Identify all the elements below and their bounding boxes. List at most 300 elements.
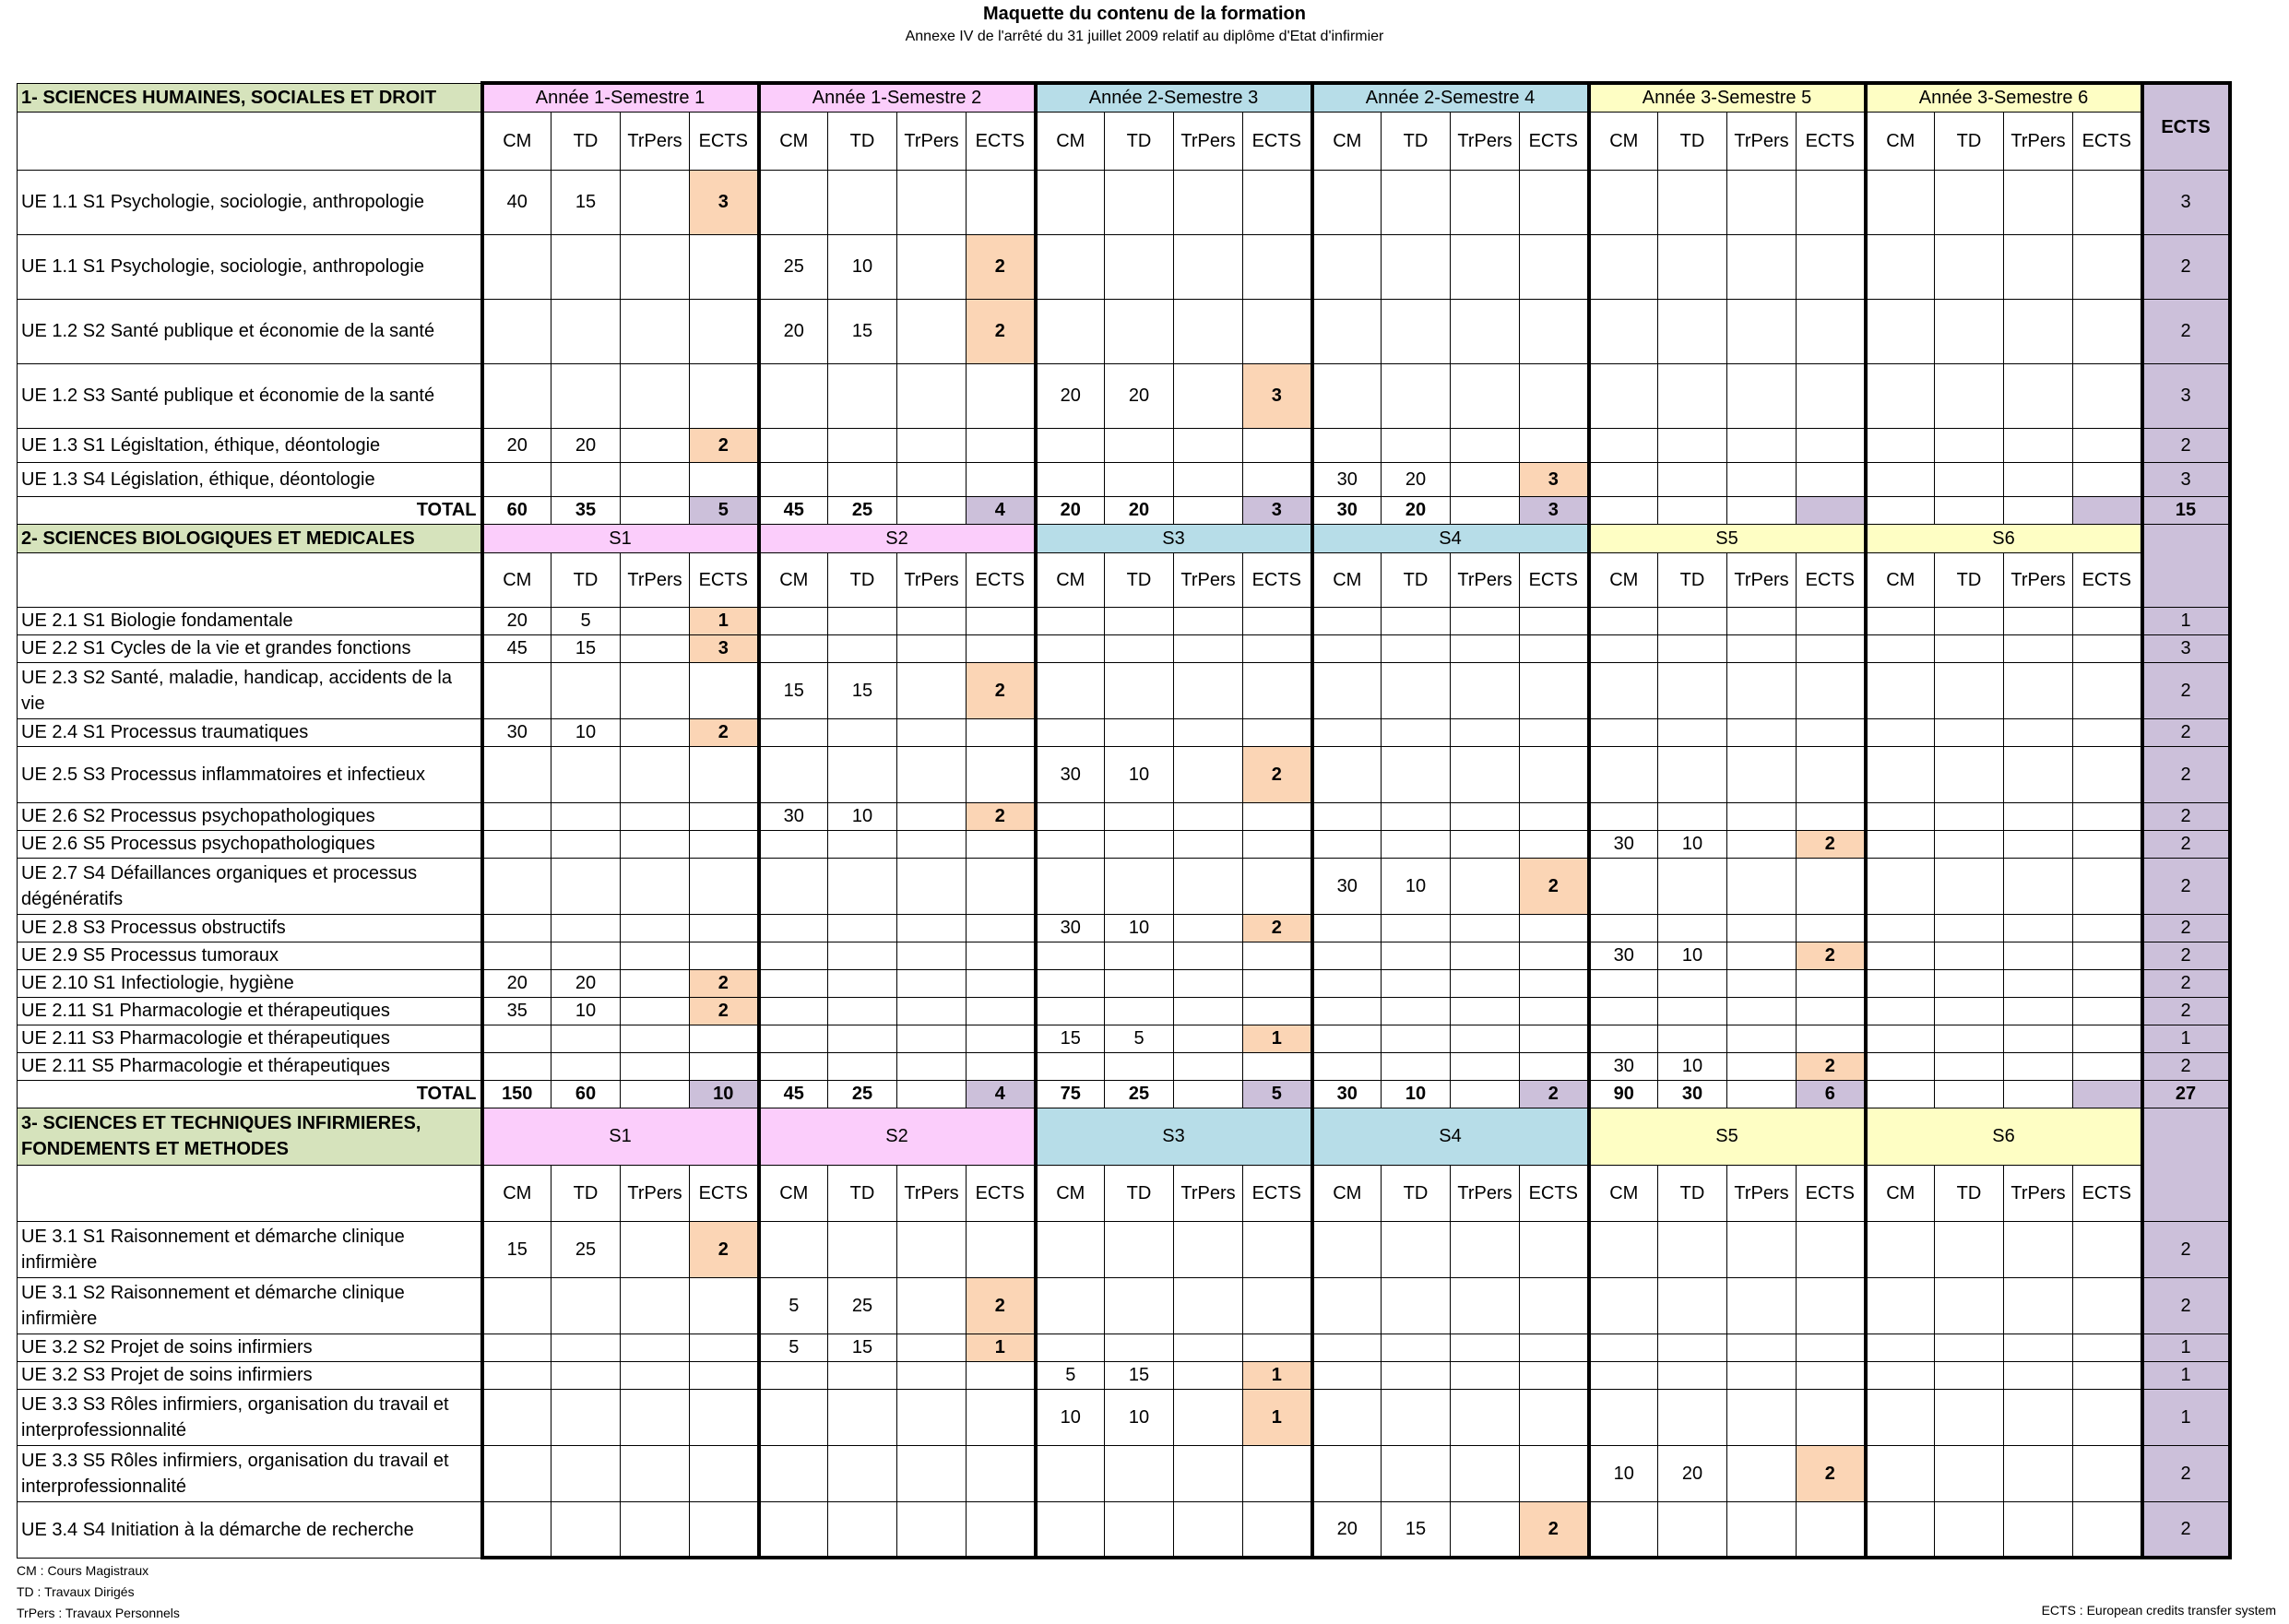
cm-cell: 20: [1312, 1501, 1382, 1558]
ects-total-cell: 3: [2142, 462, 2230, 496]
cm-cell: [1036, 942, 1105, 969]
cm-cell: [1312, 234, 1382, 299]
sub-column-header: TrPers: [1451, 112, 1520, 170]
td-cell: [1935, 1221, 2004, 1277]
cm-cell: [1312, 1025, 1382, 1052]
ects-cell: [2073, 662, 2142, 718]
td-cell: [1935, 1389, 2004, 1445]
cm-cell: [1589, 1277, 1658, 1334]
cm-cell: [1589, 969, 1658, 997]
total-trpers-cell: [621, 1080, 690, 1108]
ects-cell: [2073, 299, 2142, 363]
ects-cell: 2: [1797, 1445, 1866, 1501]
sub-column-header: CM: [482, 552, 551, 607]
total-ects-sum: 27: [2142, 1080, 2230, 1108]
ects-cell: 2: [1520, 858, 1589, 914]
cm-cell: [1866, 746, 1935, 802]
total-ects-sum: 15: [2142, 496, 2230, 524]
trpers-cell: [2004, 299, 2073, 363]
cm-cell: [1866, 802, 1935, 830]
ects-cell: 1: [1243, 1389, 1312, 1445]
cm-cell: [482, 830, 551, 858]
td-cell: 15: [551, 634, 621, 662]
sub-column-header: CM: [759, 552, 828, 607]
cm-cell: 5: [1036, 1361, 1105, 1389]
trpers-cell: [2004, 1277, 2073, 1334]
sub-column-header: CM: [1036, 112, 1105, 170]
sub-column-header: CM: [482, 112, 551, 170]
td-cell: [828, 1025, 897, 1052]
td-cell: [1382, 428, 1451, 462]
ects-cell: [1797, 858, 1866, 914]
td-cell: [551, 1334, 621, 1361]
ects-cell: 1: [1243, 1025, 1312, 1052]
ects-cell: 2: [1797, 830, 1866, 858]
ects-cell: [967, 1052, 1036, 1080]
cm-cell: [1036, 428, 1105, 462]
ects-cell: 2: [967, 299, 1036, 363]
sub-column-header: CM: [482, 1165, 551, 1221]
sub-column-header: TD: [828, 552, 897, 607]
cm-cell: 30: [1312, 858, 1382, 914]
sub-column-header: TrPers: [621, 552, 690, 607]
trpers-cell: [897, 1361, 967, 1389]
ue-label: UE 2.6 S2 Processus psychopathologiques: [18, 802, 482, 830]
ects-cell: [2073, 802, 2142, 830]
sub-column-header: CM: [1589, 552, 1658, 607]
ects-total-cell: 2: [2142, 1221, 2230, 1277]
total-td-cell: 10: [1382, 1080, 1451, 1108]
td-cell: [1382, 662, 1451, 718]
cm-cell: [759, 914, 828, 942]
cm-cell: [1312, 914, 1382, 942]
sub-column-header: ECTS: [967, 1165, 1036, 1221]
semester-header: Année 3-Semestre 5: [1589, 83, 1866, 112]
ects-total-cell: 2: [2142, 830, 2230, 858]
td-cell: [828, 914, 897, 942]
td-cell: [1658, 299, 1727, 363]
ue-label: UE 3.3 S5 Rôles infirmiers, organisation du travail et interprofessionnalité: [18, 1445, 482, 1501]
trpers-cell: [1174, 1389, 1243, 1445]
ects-cell: [690, 299, 759, 363]
total-ects-cell: 3: [1243, 496, 1312, 524]
cm-cell: 30: [1036, 914, 1105, 942]
td-cell: [551, 914, 621, 942]
cm-cell: [1866, 634, 1935, 662]
cm-cell: [759, 170, 828, 234]
table-row: [18, 607, 2230, 634]
total-trpers-cell: [2004, 496, 2073, 524]
sub-column-header: ECTS: [2073, 552, 2142, 607]
cm-cell: [759, 1025, 828, 1052]
page-subtitle: Annexe IV de l'arrêté du 31 juillet 2009 relatif au diplôme d'Etat d'infirmier: [905, 29, 1384, 44]
td-cell: [1658, 363, 1727, 428]
trpers-cell: [897, 1052, 967, 1080]
td-cell: [1105, 1277, 1174, 1334]
table-row: [18, 1501, 2230, 1558]
td-cell: [1105, 1445, 1174, 1501]
cm-cell: [1312, 607, 1382, 634]
cm-cell: [1589, 1389, 1658, 1445]
ects-cell: [1243, 942, 1312, 969]
sub-column-header: CM: [1312, 112, 1382, 170]
ects-cell: [967, 1221, 1036, 1277]
cm-cell: [1866, 1221, 1935, 1277]
ects-cell: [2073, 969, 2142, 997]
td-cell: [828, 1501, 897, 1558]
ects-cell: 1: [967, 1334, 1036, 1361]
td-cell: [828, 718, 897, 746]
trpers-cell: [1451, 1052, 1520, 1080]
td-cell: [1935, 1501, 2004, 1558]
total-cm-cell: [1866, 1080, 1935, 1108]
trpers-cell: [621, 718, 690, 746]
ects-cell: [690, 802, 759, 830]
cm-cell: [1866, 718, 1935, 746]
trpers-cell: [897, 858, 967, 914]
cm-cell: [759, 1052, 828, 1080]
cm-cell: 30: [1589, 830, 1658, 858]
ects-cell: [690, 1501, 759, 1558]
trpers-cell: [897, 1445, 967, 1501]
trpers-cell: [897, 634, 967, 662]
section-header-row: [18, 83, 2230, 112]
total-row: [18, 496, 2230, 524]
trpers-cell: [621, 662, 690, 718]
ects-cell: [1520, 1445, 1589, 1501]
sub-column-header: ECTS: [1520, 552, 1589, 607]
td-cell: [1382, 634, 1451, 662]
total-ects-cell: 6: [1797, 1080, 1866, 1108]
sub-column-header: ECTS: [1520, 112, 1589, 170]
cm-cell: [1589, 299, 1658, 363]
cm-cell: [482, 1501, 551, 1558]
cm-cell: [759, 1221, 828, 1277]
table-row: [18, 1277, 2230, 1334]
footnote-trpers: TrPers : Travaux Personnels: [17, 1606, 180, 1620]
semester-header: Année 2-Semestre 3: [1036, 83, 1312, 112]
ects-cell: [690, 1277, 759, 1334]
cm-cell: [482, 1025, 551, 1052]
cm-cell: [759, 462, 828, 496]
cm-cell: 45: [482, 634, 551, 662]
ects-cell: [1520, 830, 1589, 858]
ects-total-cell: 1: [2142, 607, 2230, 634]
trpers-cell: [1451, 858, 1520, 914]
sub-column-header: CM: [1312, 1165, 1382, 1221]
ects-cell: [1797, 969, 1866, 997]
trpers-cell: [621, 942, 690, 969]
ects-cell: [1243, 607, 1312, 634]
td-cell: [828, 634, 897, 662]
ects-cell: [2073, 170, 2142, 234]
sub-column-header: ECTS: [1797, 1165, 1866, 1221]
td-cell: [1105, 997, 1174, 1025]
total-td-cell: 35: [551, 496, 621, 524]
td-cell: [828, 428, 897, 462]
trpers-cell: [621, 1277, 690, 1334]
cm-cell: [1312, 1334, 1382, 1361]
ue-label: UE 1.1 S1 Psychologie, sociologie, anthropologie: [18, 234, 482, 299]
cm-cell: [1589, 858, 1658, 914]
ects-cell: 3: [690, 170, 759, 234]
total-ects-cell: 4: [967, 496, 1036, 524]
td-cell: [1935, 363, 2004, 428]
ects-cell: 3: [1243, 363, 1312, 428]
trpers-cell: [1727, 662, 1797, 718]
cm-cell: [1866, 1052, 1935, 1080]
cm-cell: [759, 607, 828, 634]
cm-cell: [1312, 1277, 1382, 1334]
table-row: [18, 969, 2230, 997]
trpers-cell: [1451, 662, 1520, 718]
trpers-cell: [2004, 662, 2073, 718]
trpers-cell: [1174, 830, 1243, 858]
cm-cell: 10: [1036, 1389, 1105, 1445]
sub-column-header: TD: [1382, 1165, 1451, 1221]
sub-column-header: ECTS: [690, 552, 759, 607]
cm-cell: [1589, 802, 1658, 830]
trpers-cell: [1174, 1334, 1243, 1361]
sub-column-header: TD: [1105, 552, 1174, 607]
ects-cell: [1797, 1221, 1866, 1277]
td-cell: [1382, 363, 1451, 428]
ects-cell: [1520, 428, 1589, 462]
trpers-cell: [897, 1334, 967, 1361]
ects-total-cell: 2: [2142, 718, 2230, 746]
cm-cell: [1589, 607, 1658, 634]
ects-cell: [1243, 802, 1312, 830]
ue-label: UE 2.10 S1 Infectiologie, hygiène: [18, 969, 482, 997]
ects-cell: [1243, 718, 1312, 746]
total-cm-cell: 45: [759, 1080, 828, 1108]
total-cm-cell: [1866, 496, 1935, 524]
sub-column-header: TD: [1658, 1165, 1727, 1221]
sub-column-header: TrPers: [2004, 552, 2073, 607]
cm-cell: [482, 858, 551, 914]
ue-label: UE 2.8 S3 Processus obstructifs: [18, 914, 482, 942]
cm-cell: [1866, 997, 1935, 1025]
td-cell: [1105, 662, 1174, 718]
ects-cell: [1797, 662, 1866, 718]
total-td-cell: 30: [1658, 1080, 1727, 1108]
ue-label: UE 3.3 S3 Rôles infirmiers, organisation du travail et interprofessionnalité: [18, 1389, 482, 1445]
ects-cell: [1520, 997, 1589, 1025]
td-cell: 20: [1658, 1445, 1727, 1501]
cm-cell: 40: [482, 170, 551, 234]
trpers-cell: [1451, 428, 1520, 462]
cm-cell: [759, 830, 828, 858]
ects-cell: [1797, 1277, 1866, 1334]
ects-column-header: [2142, 1108, 2230, 1221]
ects-cell: [2073, 858, 2142, 914]
sub-column-header: TD: [1658, 552, 1727, 607]
ects-cell: [2073, 997, 2142, 1025]
cm-cell: [482, 1052, 551, 1080]
total-cm-cell: 30: [1312, 496, 1382, 524]
total-label: TOTAL: [18, 1080, 482, 1108]
td-cell: [1382, 1221, 1451, 1277]
trpers-cell: [1451, 234, 1520, 299]
cm-cell: [1036, 858, 1105, 914]
trpers-cell: [1174, 858, 1243, 914]
cm-cell: [759, 1361, 828, 1389]
cm-cell: [1589, 718, 1658, 746]
cm-cell: [1589, 363, 1658, 428]
ects-cell: [1520, 1361, 1589, 1389]
trpers-cell: [1727, 1445, 1797, 1501]
curriculum-table-container: [17, 81, 2232, 1559]
sub-column-header: ECTS: [1797, 112, 1866, 170]
cm-cell: [482, 942, 551, 969]
cm-cell: 35: [482, 997, 551, 1025]
td-cell: [551, 1025, 621, 1052]
td-cell: [1935, 1361, 2004, 1389]
sub-column-header: TrPers: [621, 112, 690, 170]
sub-column-header: TD: [1935, 112, 2004, 170]
semester-header: S5: [1589, 1108, 1866, 1165]
semester-header: S4: [1312, 524, 1589, 552]
ects-total-cell: 2: [2142, 299, 2230, 363]
trpers-cell: [1727, 1221, 1797, 1277]
trpers-cell: [1727, 1052, 1797, 1080]
ects-cell: [967, 462, 1036, 496]
ects-cell: [690, 234, 759, 299]
trpers-cell: [621, 802, 690, 830]
td-cell: 15: [828, 299, 897, 363]
td-cell: [1658, 997, 1727, 1025]
cm-cell: [1866, 914, 1935, 942]
trpers-cell: [1451, 1277, 1520, 1334]
sub-header-row: [18, 552, 2230, 607]
ects-cell: [2073, 1025, 2142, 1052]
ects-cell: [2073, 914, 2142, 942]
td-cell: [1105, 858, 1174, 914]
ects-cell: [1797, 428, 1866, 462]
td-cell: [828, 607, 897, 634]
td-cell: 10: [828, 802, 897, 830]
cm-cell: [759, 746, 828, 802]
ects-cell: [967, 1389, 1036, 1445]
semester-header: S1: [482, 524, 759, 552]
cm-cell: [482, 746, 551, 802]
td-cell: [1935, 170, 2004, 234]
trpers-cell: [1451, 942, 1520, 969]
trpers-cell: [1174, 607, 1243, 634]
cm-cell: [1312, 363, 1382, 428]
cm-cell: [482, 1361, 551, 1389]
ue-label: UE 3.4 S4 Initiation à la démarche de recherche: [18, 1501, 482, 1558]
trpers-cell: [1451, 1025, 1520, 1052]
trpers-cell: [1727, 802, 1797, 830]
trpers-cell: [2004, 462, 2073, 496]
sub-column-header: TD: [1105, 1165, 1174, 1221]
ects-cell: 1: [1243, 1361, 1312, 1389]
total-ects-cell: 10: [690, 1080, 759, 1108]
sub-header-label: [18, 112, 482, 170]
td-cell: [828, 997, 897, 1025]
ects-cell: [690, 1334, 759, 1361]
ects-cell: [967, 1501, 1036, 1558]
td-cell: 5: [1105, 1025, 1174, 1052]
ue-label: UE 2.11 S3 Pharmacologie et thérapeutiques: [18, 1025, 482, 1052]
ects-cell: [690, 662, 759, 718]
sub-column-header: TrPers: [2004, 112, 2073, 170]
sub-column-header: CM: [1866, 112, 1935, 170]
trpers-cell: [2004, 1361, 2073, 1389]
ects-cell: [2073, 1052, 2142, 1080]
ue-label: UE 2.4 S1 Processus traumatiques: [18, 718, 482, 746]
ects-cell: [2073, 1277, 2142, 1334]
total-td-cell: 25: [828, 496, 897, 524]
trpers-cell: [1174, 1052, 1243, 1080]
cm-cell: [1312, 1389, 1382, 1445]
td-cell: [1105, 234, 1174, 299]
total-td-cell: 25: [1105, 1080, 1174, 1108]
ects-cell: [1243, 1334, 1312, 1361]
sub-column-header: TD: [551, 552, 621, 607]
trpers-cell: [621, 1025, 690, 1052]
cm-cell: [1036, 299, 1105, 363]
sub-column-header: CM: [759, 112, 828, 170]
td-cell: [1658, 607, 1727, 634]
td-cell: [1658, 802, 1727, 830]
td-cell: [1105, 942, 1174, 969]
ects-cell: [967, 942, 1036, 969]
cm-cell: 15: [1036, 1025, 1105, 1052]
td-cell: [828, 363, 897, 428]
ects-cell: 3: [690, 634, 759, 662]
sub-column-header: CM: [1312, 552, 1382, 607]
table-row: [18, 942, 2230, 969]
trpers-cell: [1727, 830, 1797, 858]
trpers-cell: [1174, 718, 1243, 746]
trpers-cell: [1174, 634, 1243, 662]
total-td-cell: 20: [1105, 496, 1174, 524]
sub-column-header: CM: [1866, 1165, 1935, 1221]
sub-column-header: TrPers: [2004, 1165, 2073, 1221]
ue-label: UE 2.3 S2 Santé, maladie, handicap, accidents de la vie: [18, 662, 482, 718]
cm-cell: [759, 634, 828, 662]
td-cell: [1382, 1025, 1451, 1052]
ects-cell: [1520, 1334, 1589, 1361]
cm-cell: 5: [759, 1277, 828, 1334]
td-cell: [1935, 462, 2004, 496]
ects-cell: [690, 1025, 759, 1052]
ects-cell: 2: [690, 997, 759, 1025]
td-cell: [551, 462, 621, 496]
td-cell: 10: [1658, 1052, 1727, 1080]
cm-cell: [1036, 802, 1105, 830]
cm-cell: [1312, 170, 1382, 234]
cm-cell: [1589, 428, 1658, 462]
cm-cell: [759, 1445, 828, 1501]
ects-cell: [1243, 428, 1312, 462]
trpers-cell: [897, 830, 967, 858]
trpers-cell: [621, 746, 690, 802]
footnote-td: TD : Travaux Dirigés: [17, 1584, 135, 1599]
cm-cell: [1312, 662, 1382, 718]
cm-cell: [1866, 170, 1935, 234]
cm-cell: [1036, 969, 1105, 997]
ects-cell: [967, 363, 1036, 428]
ects-cell: [1520, 914, 1589, 942]
ue-label: UE 3.2 S2 Projet de soins infirmiers: [18, 1334, 482, 1361]
trpers-cell: [2004, 914, 2073, 942]
sub-header-label: [18, 1165, 482, 1221]
ects-cell: [1520, 746, 1589, 802]
ects-total-cell: 2: [2142, 858, 2230, 914]
